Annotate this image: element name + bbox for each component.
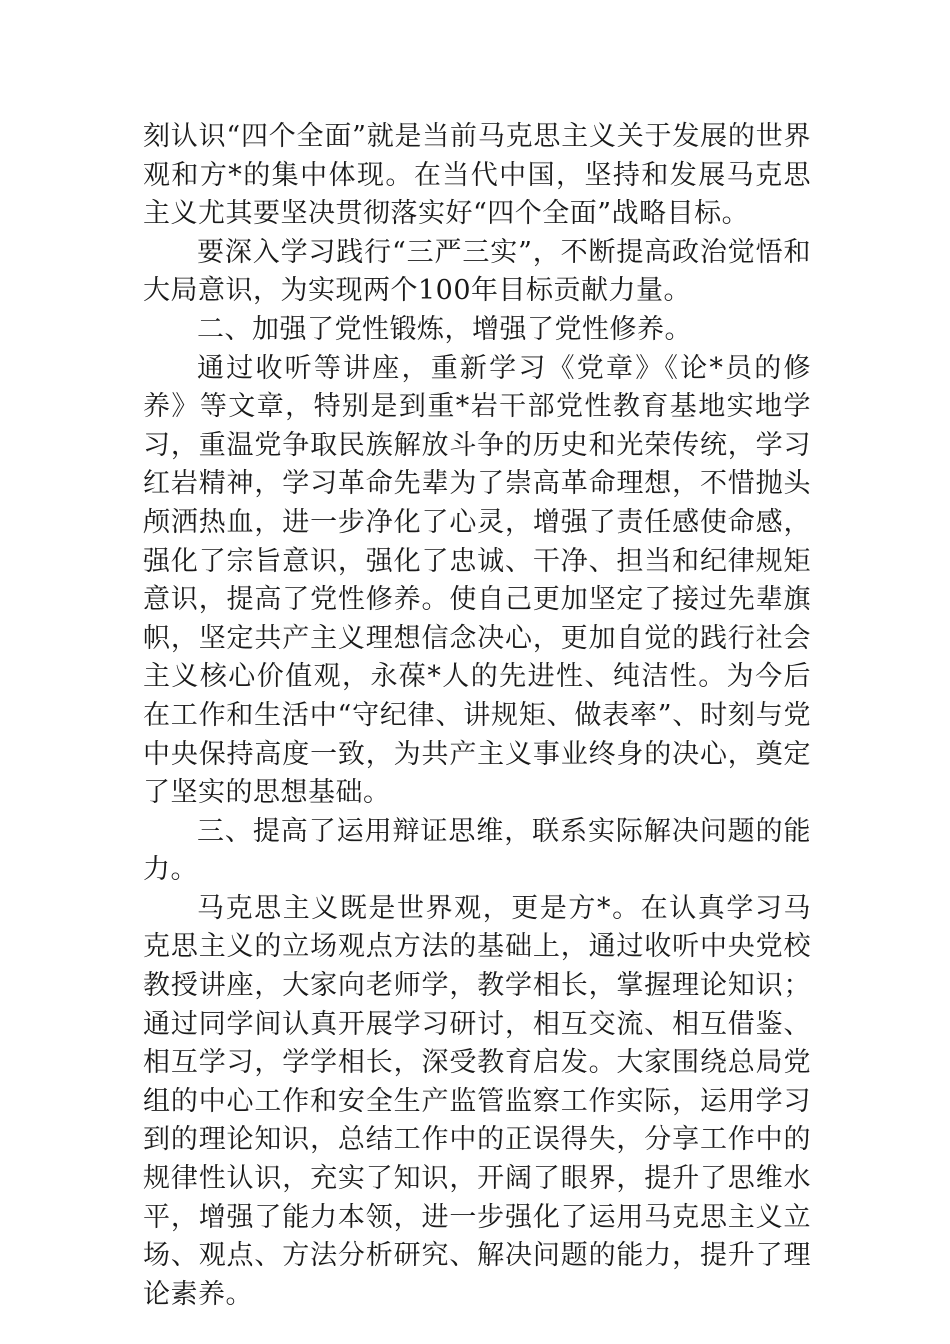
section-heading-3: 三、提高了运用辩证思维，联系实际解决问题的能力。 xyxy=(143,815,811,886)
paragraph-4: 马克思主义既是世界观，更是方*。在认真学习马克思主义的立场观点方法的基础上，通过收听中央党校教授讲座，大家向老师学，教学相长，掌握理论知识；通过同学间认真开展学习研讨，相互交流、相互借鉴、相互学习，学学相长，深受教育启发。大家围绕总局党组的中心工作和安全生产监管监察工作实际，运用学习到的理论知识，总结工作中的正误得失，分享工作中的规律性认识，充实了知识，开阔了眼界，提升了思维水平，增强了能力本领，进一步强化了运用马克思主义立场、观点、方法分析研究、解决问题的能力，提升了理论素养。 xyxy=(143,892,811,1310)
document-body xyxy=(143,118,811,1314)
paragraph-2: 要深入学习践行“三严三实”，不断提高政治觉悟和大局意识，为实现两个100年目标贡献力量。 xyxy=(143,236,811,307)
paragraph-3: 通过收听等讲座，重新学习《党章》《论*员的修养》等文章，特别是到重*岩干部党性教育基地实地学习，重温党争取民族解放斗争的历史和光荣传统，学习红岩精神，学习革命先辈为了崇高革命理想，不惜抛头颅洒热血，进一步净化了心灵，增强了责任感使命感，强化了宗旨意识，强化了忠诚、干净、担当和纪律规矩意识，提高了党性修养。使自己更加坚定了接过先辈旗帜，坚定共产主义理想信念决心，更加自觉的践行社会主义核心价值观，永葆*人的先进性、纯洁性。为今后在工作和生活中“守纪律、讲规矩、做表率”、时刻与党中央保持高度一致，为共产主义事业终身的决心，奠定了坚实的思想基础。 xyxy=(143,352,811,809)
section-heading-2: 二、加强了党性锻炼，增强了党性修养。 xyxy=(197,313,692,345)
paragraph-1: 刻认识“四个全面”就是当前马克思主义关于发展的世界观和方*的集中体现。在当代中国，坚持和发展马克思主义尤其要坚决贯彻落实好“四个全面”战略目标。 xyxy=(143,121,811,230)
